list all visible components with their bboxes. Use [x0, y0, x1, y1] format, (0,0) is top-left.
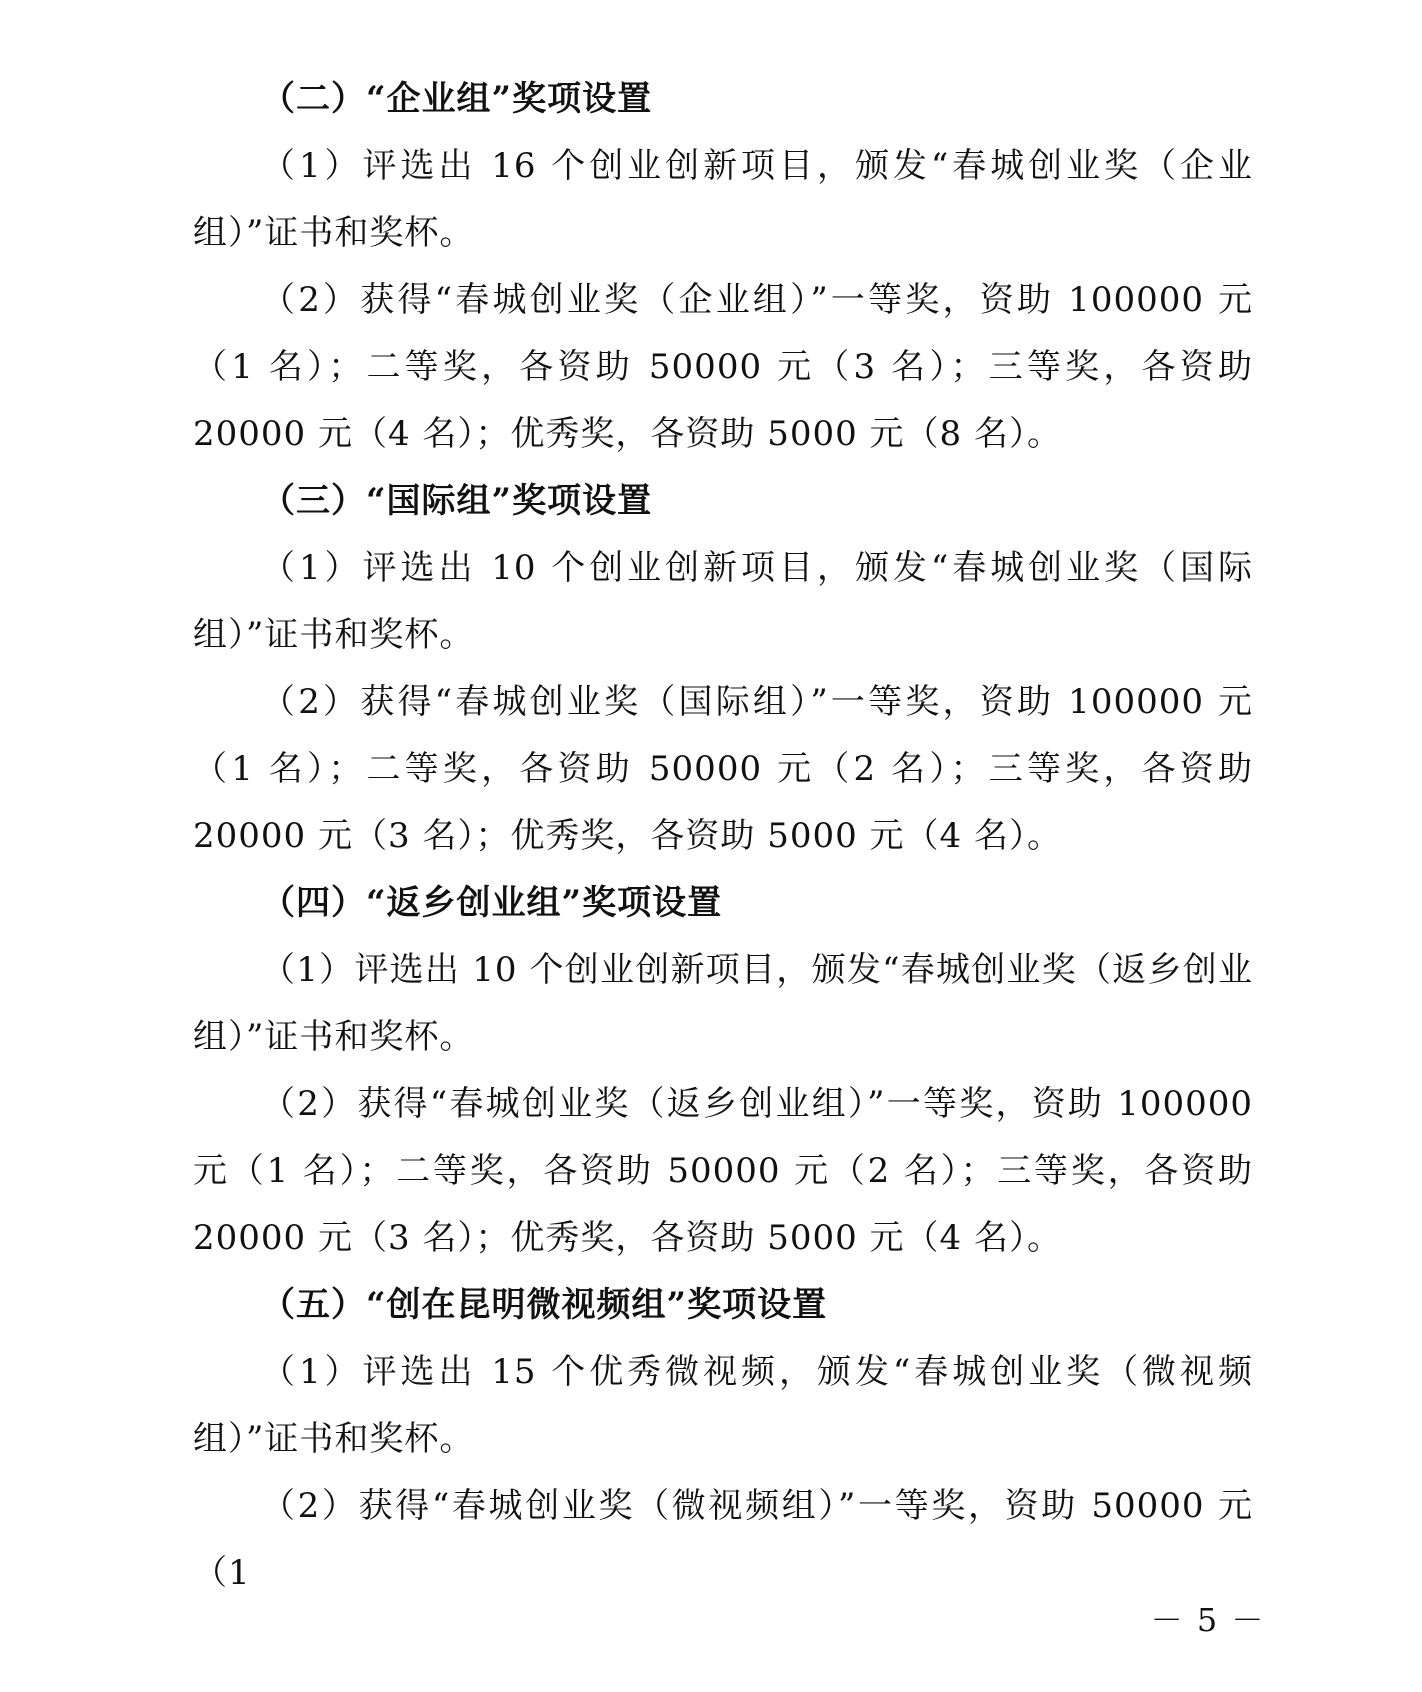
- paragraph-enterprise-selection: （1）评选出 16 个创业创新项目，颁发“春城创业奖（企业组）”证书和奖杯。: [193, 146, 1253, 253]
- paragraph-enterprise-funding: （2）获得“春城创业奖（企业组）”一等奖，资助 100000 元（1 名）；二等奖，各资助 50000 元（3 名）；三等奖，各资助 20000 元（4 名）；优秀奖，各资助 5000 元（8 名）。: [193, 280, 1253, 454]
- document-body: [193, 66, 1253, 1607]
- paragraph-international-selection: （1）评选出 10 个创业创新项目，颁发“春城创业奖（国际组）”证书和奖杯。: [193, 548, 1253, 655]
- section-heading-enterprise: （二）“企业组”奖项设置: [261, 79, 653, 119]
- paragraph-returning-funding: （2）获得“春城创业奖（返乡创业组）”一等奖，资助 100000 元（1 名）；二等奖，各资助 50000 元（2 名）；三等奖，各资助 20000 元（3 名）；优秀奖，各资助 5000 元（4 名）。: [193, 1084, 1253, 1258]
- page-number: － 5 －: [1150, 1601, 1266, 1639]
- paragraph-micro-video-selection: （1）评选出 15 个优秀微视频，颁发“春城创业奖（微视频组）”证书和奖杯。: [193, 1352, 1253, 1459]
- paragraph-international-funding: （2）获得“春城创业奖（国际组）”一等奖，资助 100000 元（1 名）；二等奖，各资助 50000 元（2 名）；三等奖，各资助 20000 元（3 名）；优秀奖，各资助 5000 元（4 名）。: [193, 682, 1253, 856]
- section-heading-micro-video: （五）“创在昆明微视频组”奖项设置: [261, 1285, 828, 1325]
- section-heading-international: （三）“国际组”奖项设置: [261, 481, 653, 521]
- paragraph-returning-selection: （1）评选出 10 个创业创新项目，颁发“春城创业奖（返乡创业组）”证书和奖杯。: [193, 950, 1253, 1057]
- paragraph-micro-video-funding: （2）获得“春城创业奖（微视频组）”一等奖，资助 50000 元（1: [193, 1486, 1253, 1593]
- section-heading-returning-entrepreneurs: （四）“返乡创业组”奖项设置: [261, 883, 723, 923]
